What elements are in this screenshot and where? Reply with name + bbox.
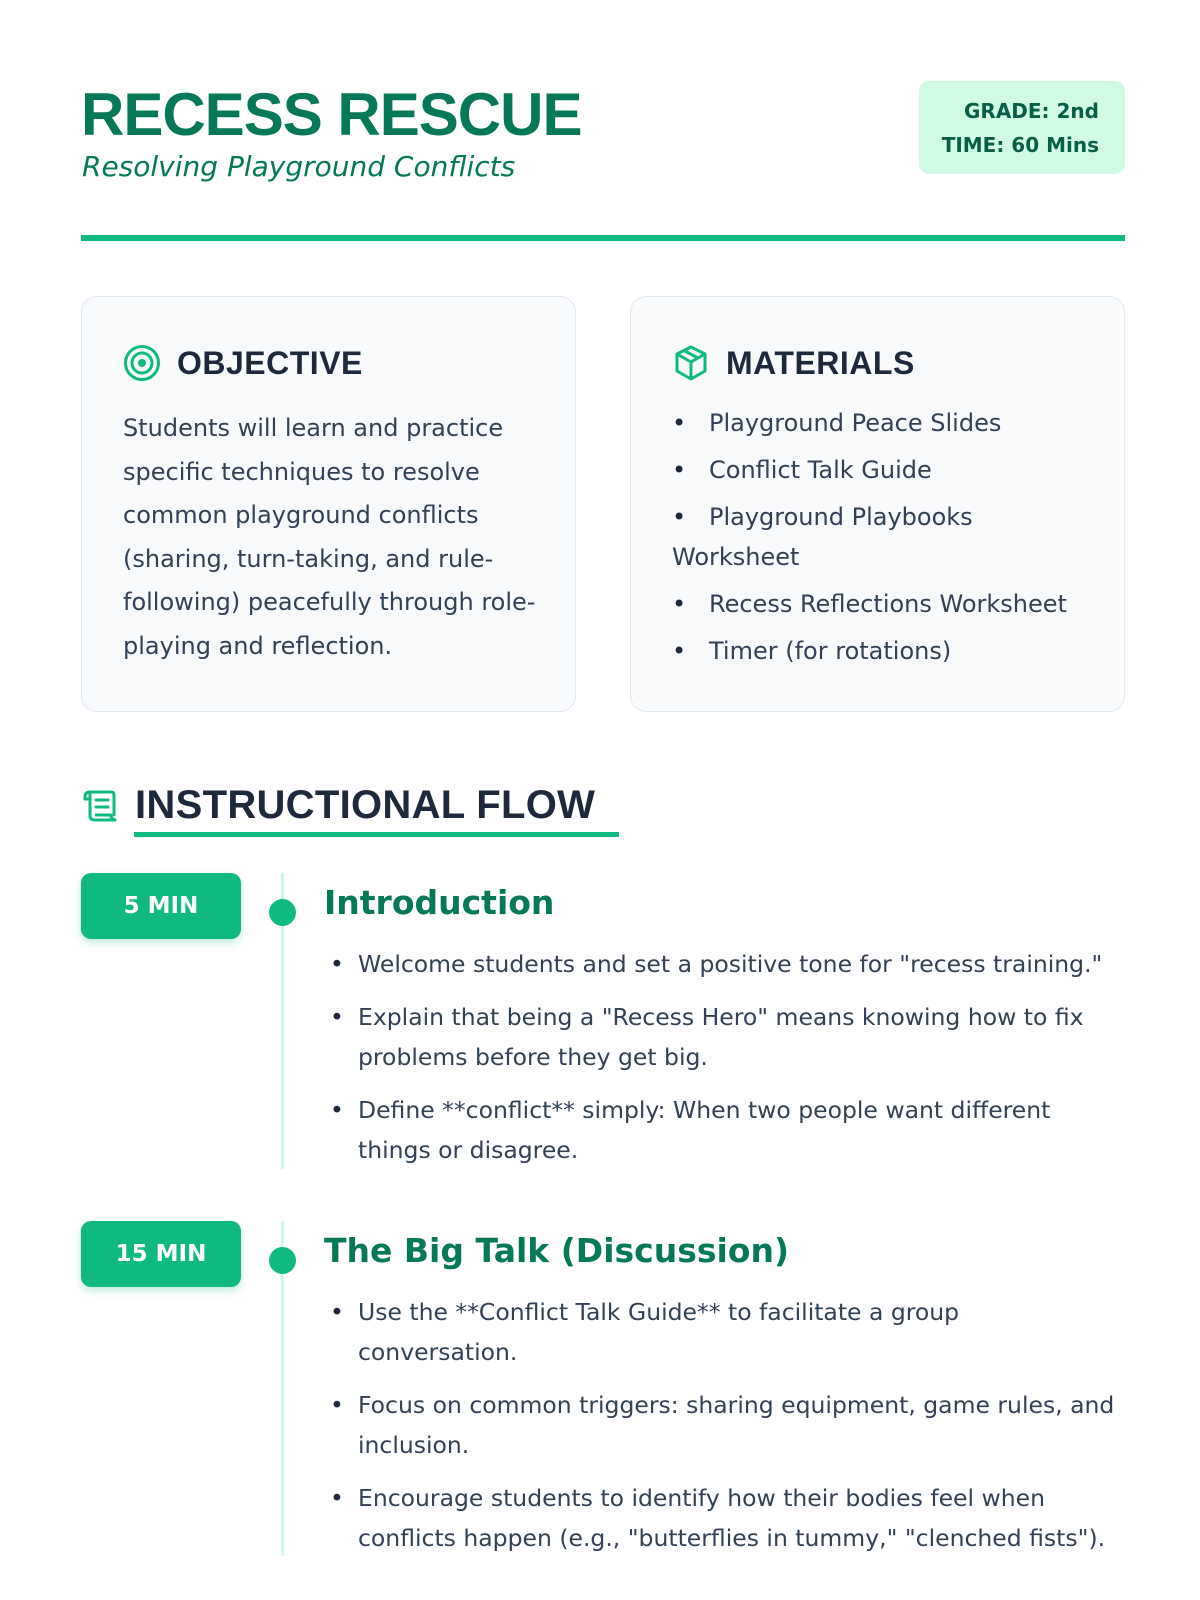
list-item [324,1090,1124,1170]
grade-label: GRADE: 2nd [964,99,1099,123]
materials-item [672,584,1092,624]
materials-item-label: Conflict Talk Guide [709,456,932,484]
bullet: • [330,1298,344,1326]
bullet: • [672,456,687,484]
step-title: The Big Talk (Discussion) [324,1231,790,1270]
objective-text: Students will learn and practice specific techniques to resolve common playground conflicts (sharing, turn-taking, and rule-following) peacefully through role-playing and reflection. [123,414,536,660]
duration-badge: 5 MIN [81,873,241,939]
scroll-icon [81,786,119,824]
bullet: • [330,1003,344,1031]
bullet: • [330,950,344,978]
list-item [324,997,1124,1077]
list-item-text: Use the **Conflict Talk Guide** to facilitate a group conversation. [358,1298,960,1366]
timeline-step [81,1221,1125,1556]
materials-item [672,631,1092,671]
page-subtitle: Resolving Playground Conflicts [82,150,516,183]
list-item [324,944,1124,984]
bullet: • [672,409,687,437]
bullet: • [672,503,687,531]
timeline-node [269,1247,296,1274]
time-label: TIME: 60 Mins [941,133,1099,157]
materials-title: MATERIALS [726,344,915,381]
objective-title: OBJECTIVE [177,344,363,381]
header-divider [81,235,1125,241]
duration-badge: 15 MIN [81,1221,241,1287]
materials-item-label: Recess Reflections Worksheet [709,590,1067,618]
timeline-step [81,873,1125,1169]
timeline-node [269,899,296,926]
materials-card [630,296,1125,712]
list-item [324,1292,1124,1372]
step-points [324,1292,1124,1571]
materials-item [672,450,1092,490]
objective-card [81,296,576,712]
step-title: Introduction [324,883,555,922]
bullet: • [330,1391,344,1419]
instructional-flow-title: INSTRUCTIONAL FLOW [135,783,596,827]
grade-time-badge [919,81,1125,174]
materials-item [672,403,1092,443]
page-title: RECESS RESCUE [81,81,582,148]
bullet: • [330,1096,344,1124]
materials-list [672,403,1092,678]
target-icon [123,344,161,382]
materials-item-label: Timer (for rotations) [709,637,952,665]
list-item-text: Encourage students to identify how their bodies feel when conflicts happen (e.g., "butterflies in tummy," "clenched fists"). [358,1484,1106,1552]
list-item [324,1385,1124,1465]
package-icon [672,344,710,382]
materials-item-label: Playground Playbooks Worksheet [672,503,973,571]
list-item-text: Focus on common triggers: sharing equipment, game rules, and inclusion. [358,1391,1115,1459]
bullet: • [672,637,687,665]
section-underline [134,832,619,837]
step-points [324,944,1124,1183]
list-item-text: Define **conflict** simply: When two people want different things or disagree. [358,1096,1051,1164]
bullet: • [330,1484,344,1512]
instructional-flow-header [81,782,595,828]
list-item-text: Explain that being a "Recess Hero" means knowing how to fix problems before they get big. [358,1003,1084,1071]
list-item-text: Welcome students and set a positive tone for "recess training." [358,950,1103,978]
materials-item [672,497,1092,577]
materials-item-label: Playground Peace Slides [709,409,1002,437]
list-item [324,1478,1124,1558]
objective-header [123,343,363,383]
bullet: • [672,590,687,618]
materials-header [672,343,915,383]
